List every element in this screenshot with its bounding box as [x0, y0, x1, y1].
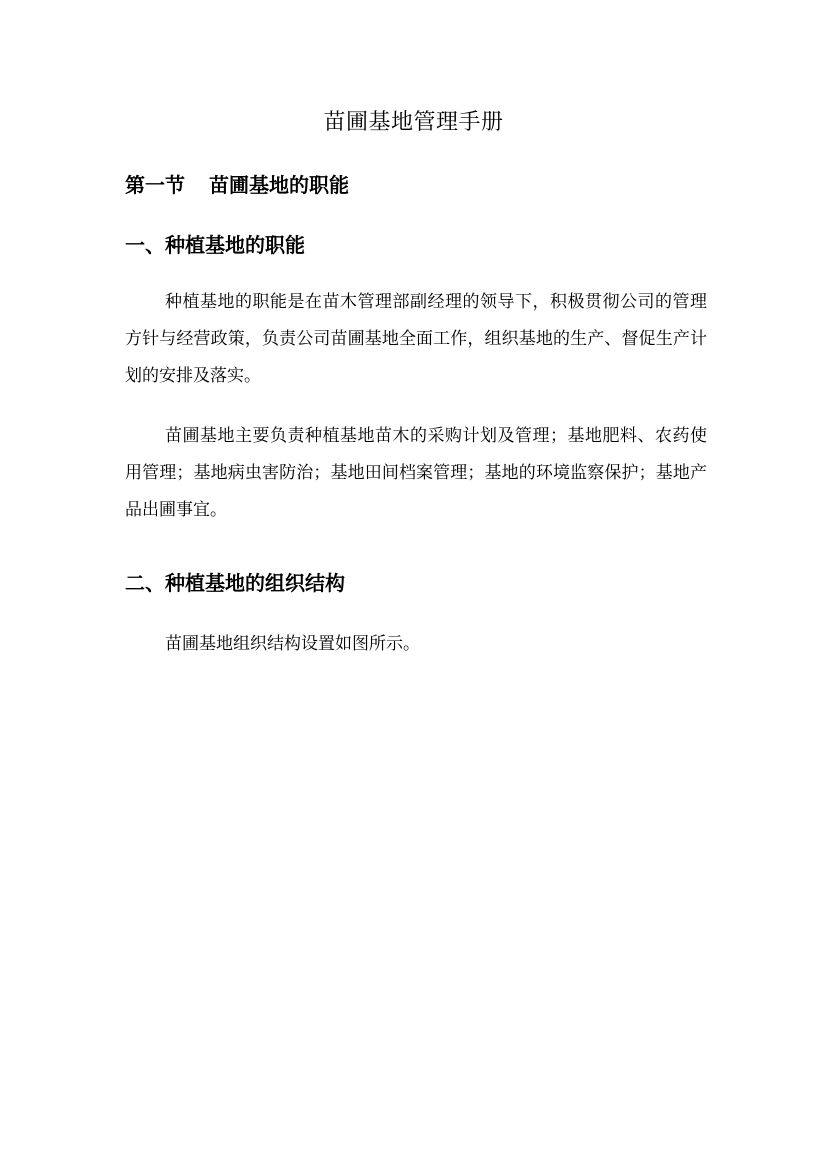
section-title: 苗圃基地的职能 — [209, 173, 349, 197]
paragraph-functions-2: 苗圃基地主要负责种植基地苗木的采购计划及管理；基地肥料、农药使用管理；基地病虫害防治；基地田间档案管理；基地的环境监察保护；基地产品出圃事宜。 — [125, 426, 707, 520]
section-number: 第一节 — [125, 173, 185, 197]
paragraph-functions-1: 种植基地的职能是在苗木管理部副经理的领导下，积极贯彻公司的管理方针与经营政策，负责公司苗圃基地全面工作，组织基地的生产、督促生产计划的安排及落实。 — [125, 292, 707, 386]
section-heading — [125, 167, 349, 203]
document-title: 苗圃基地管理手册 — [323, 110, 504, 135]
subsection-heading-structure: 二、种植基地的组织结构 — [125, 571, 345, 595]
subsection-heading-functions: 一、种植基地的职能 — [125, 233, 305, 257]
paragraph-structure-1: 苗圃基地组织结构设置如图所示。 — [165, 634, 420, 654]
